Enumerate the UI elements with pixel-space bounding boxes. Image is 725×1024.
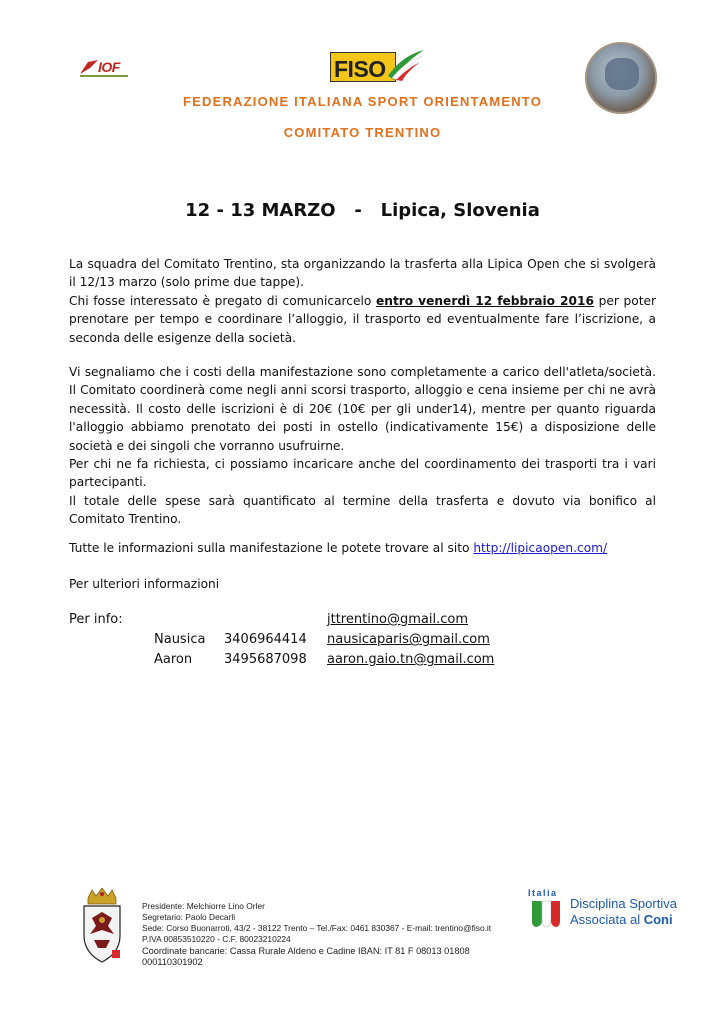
fiso-flag-swoosh-icon (386, 46, 426, 82)
more-info-text: Per ulteriori informazioni (69, 577, 220, 591)
contact-email-link[interactable]: nausicaparis@gmail.com (327, 632, 490, 647)
contact-phone: 3406964414 (224, 632, 307, 647)
iof-logo (78, 58, 130, 78)
footer-bank-cont: 000110301902 (142, 957, 203, 967)
website-line (69, 539, 656, 557)
footer-secretary: Segretario: Paolo Decarli (142, 912, 236, 922)
request-text-cont: per poter prenotare per tempo e coordinare l’alloggio, il trasporto ed eventualmente fare l’iscrizione, a seconda delle esigenze della società. (69, 293, 656, 345)
coni-name: Coni (643, 912, 673, 927)
deadline-text: entro venerdì 12 febbraio 2016 (376, 293, 594, 308)
fiso-logo (330, 46, 426, 84)
footer-bank: Coordinate bancarie: Cassa Rurale Aldeno e Cadine IBAN: IT 81 F 08013 01808 (142, 946, 470, 956)
paragraph-costs (69, 363, 656, 529)
footer-vat: P.IVA 00853510220 - C.F. 80023210224 (142, 934, 291, 944)
trentino-crest-icon (80, 888, 124, 966)
contact-name: Nausica (154, 632, 206, 647)
paragraph-intro (69, 255, 656, 347)
iof-logo-underline (80, 75, 128, 77)
coni-logo (528, 888, 678, 934)
iof-swoosh-icon (78, 58, 100, 76)
contact-email-link[interactable]: aaron.gaio.tn@gmail.com (327, 652, 495, 667)
transport-text: Per chi ne fa richiesta, ci possiamo incaricare anche del coordinamento dei trasporti tra i vari partecipanti. (69, 457, 656, 490)
request-text: Chi fosse interessato è pregato di comunicarcelo (69, 293, 376, 308)
coni-italia-text: Italia (528, 888, 558, 898)
footer-president: Presidente: Melchiorre Lino Orler (142, 901, 265, 911)
intro-text: La squadra del Comitato Trentino, sta organizzando la trasferta alla Lipica Open che si svolgerà il 12/13 marzo (solo prime due tappe). (69, 257, 656, 290)
coni-line2-text: Associata al (570, 912, 644, 927)
footer-address: Sede: Corso Buonarroti, 43/2 - 38122 Trento – Tel./Fax: 0461 830367 - E-mail: trentino@fiso.it (142, 923, 492, 933)
general-email-link[interactable]: jttrentino@gmail.com (327, 612, 469, 627)
coni-line1: Disciplina Sportiva (570, 896, 677, 911)
event-title: 12 - 13 MARZO - Lipica, Slovenia (185, 200, 540, 221)
costs-text: Vi segnaliamo che i costi della manifestazione sono completamente a carico dell'atleta/società. Il Comitato coordinerà come negli anni scorsi trasporto, alloggio e cena insieme per chi ne avrà necessità. Il costo delle iscrizioni è di 20€ (10€ per gli under14), mentre per quanto riguarda l'alloggio abbiamo prenotato dei posti in ostello (indicativamente 15€) a disposizione delle società e dei singoli che vorranno usufruirne. (69, 365, 656, 453)
badge-emblem (605, 58, 639, 90)
contact-phone: 3495687098 (224, 652, 307, 667)
contacts-label: Per info: (69, 612, 123, 627)
iof-logo-text: IOF (98, 59, 120, 75)
coni-line2 (570, 912, 673, 927)
fiso-logo-text: FISO (334, 56, 386, 82)
payment-text: Il totale delle spese sarà quantificato al termine della trasferta e dovuto via bonifico al Comitato Trentino. (69, 493, 656, 527)
federation-name: FEDERAZIONE ITALIANA SPORT ORIENTAMENTO (182, 94, 543, 109)
coni-flag-icon (530, 899, 562, 929)
website-intro-text: Tutte le informazioni sulla manifestazione le potete trovare al sito (69, 541, 474, 555)
website-link[interactable]: http://lipicaopen.com/ (473, 541, 608, 555)
committee-name: COMITATO TRENTINO (283, 125, 442, 140)
contact-name: Aaron (154, 652, 193, 667)
